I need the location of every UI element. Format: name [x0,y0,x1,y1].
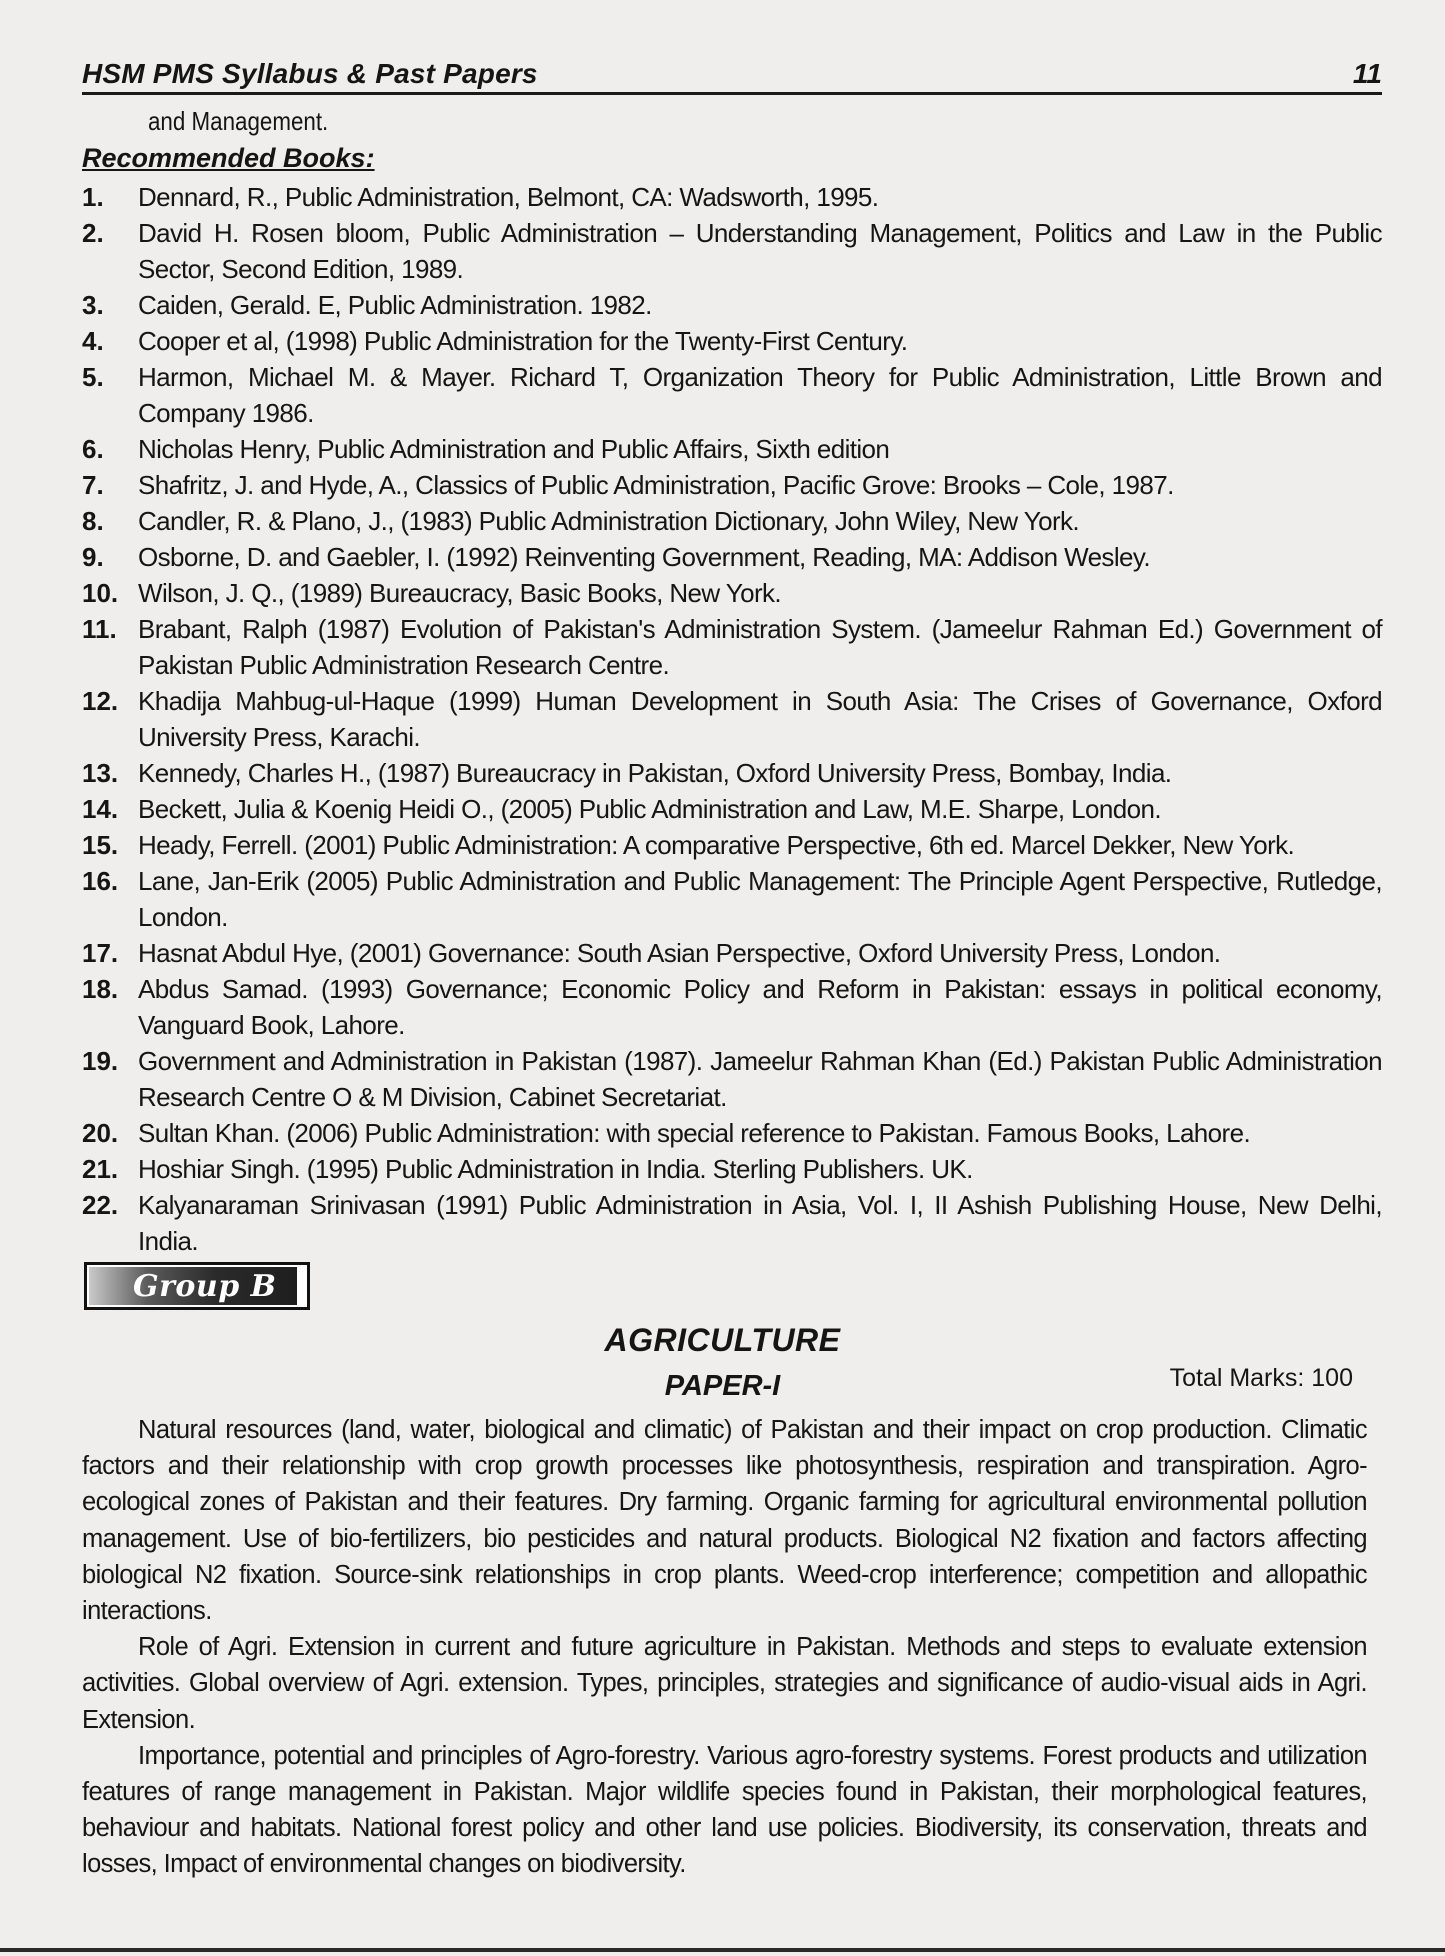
bottom-rule [0,1948,1445,1952]
book-item [82,323,1382,359]
subject-title: AGRICULTURE [604,1322,841,1358]
book-item [82,1151,1382,1187]
total-marks: Total Marks: 100 [1169,1364,1353,1392]
book-item [82,539,1382,575]
book-item [82,359,1382,431]
book-number: 21. [82,1154,119,1184]
book-number: 2. [82,218,104,248]
book-citation: Brabant, Ralph (1987) Evolution of Pakistan's Administration System. (Jameelur Rahman Ed.) Government of Pakistan Public Administration Research Centre. [138,614,1382,680]
recommended-books-list [82,179,1382,1259]
book-citation: Hasnat Abdul Hye, (2001) Governance: South Asian Perspective, Oxford University Press, London. [138,938,1221,968]
book-number: 10. [82,578,119,608]
book-citation: Osborne, D. and Gaebler, I. (1992) Reinventing Government, Reading, MA: Addison Wesley. [138,542,1150,572]
book-number: 16. [82,866,119,896]
group-label: Group B [133,1269,277,1304]
book-citation: David H. Rosen bloom, Public Administration – Understanding Management, Politics and Law in the Public Sector, Second Edition, 1989. [138,218,1382,284]
syllabus-body [82,1412,1367,1883]
book-number: 1. [82,182,104,212]
book-item [82,575,1382,611]
book-citation: Kennedy, Charles H., (1987) Bureaucracy in Pakistan, Oxford University Press, Bombay, India. [138,758,1172,788]
book-citation: Beckett, Julia & Koenig Heidi O., (2005) Public Administration and Law, M.E. Sharpe, London. [138,794,1161,824]
book-item [82,683,1382,755]
book-item [82,611,1382,683]
book-number: 13. [82,758,119,788]
book-number: 22. [82,1190,119,1220]
book-citation: Wilson, J. Q., (1989) Bureaucracy, Basic Books, New York. [138,578,782,608]
book-citation: Sultan Khan. (2006) Public Administration: with special reference to Pakistan. Famous Books, Lahore. [138,1118,1251,1148]
book-number: 6. [82,434,104,464]
book-citation: Harmon, Michael M. & Mayer. Richard T, Organization Theory for Public Administration, Little Brown and Company 1986. [138,362,1382,428]
syllabus-paragraph: Role of Agri. Extension in current and future agriculture in Pakistan. Methods and steps to evaluate extension activities. Global overview of Agri. extension. Types, principles, strategies and significance of audio-visual aids in Agri. Extension. [82,1633,1367,1734]
book-number: 3. [82,290,104,320]
book-citation: Cooper et al, (1998) Public Administration for the Twenty-First Century. [138,326,908,356]
syllabus-paragraph: Natural resources (land, water, biological and climatic) of Pakistan and their impact on crop production. Climatic factors and their relationship with crop growth processes like photosynthesis, respiration and transpiration. Agro-ecological zones of Pakistan and their features. Dry farming. Organic farming for agricultural environmental pollution management. Use of bio-fertilizers, bio pesticides and natural products. Biological N2 fixation and factors affecting biological N2 fixation. Source-sink relationships in crop plants. Weed-crop interference; competition and allopathic interactions. [82,1416,1367,1626]
book-item [82,755,1382,791]
book-item [82,971,1382,1043]
header-title: HSM PMS Syllabus & Past Papers [82,58,538,89]
book-number: 5. [82,362,104,392]
book-number: 8. [82,506,104,536]
book-number: 17. [82,938,119,968]
book-number: 9. [82,542,104,572]
book-item [82,863,1382,935]
book-item [82,1187,1382,1259]
book-number: 19. [82,1046,119,1076]
page-header [82,52,1382,95]
book-item [82,215,1382,287]
book-item [82,1115,1382,1151]
book-item [82,503,1382,539]
book-citation: Abdus Samad. (1993) Governance; Economic Policy and Reform in Pakistan: essays in political economy, Vanguard Book, Lahore. [138,974,1382,1040]
book-citation: Lane, Jan-Erik (2005) Public Administration and Public Management: The Principle Agent Perspective, Rutledge, London. [138,866,1382,932]
book-number: 4. [82,326,104,356]
book-number: 18. [82,974,119,1004]
book-number: 12. [82,686,119,716]
book-number: 11. [82,614,117,644]
book-citation: Hoshiar Singh. (1995) Public Administration in India. Sterling Publishers. UK. [138,1154,973,1184]
book-citation: Kalyanaraman Srinivasan (1991) Public Administration in Asia, Vol. I, II Ashish Publishing House, New Delhi, India. [138,1190,1382,1256]
book-item [82,791,1382,827]
continuation-line: and Management. [148,106,329,136]
book-citation: Caiden, Gerald. E, Public Administration. 1982. [138,290,652,320]
book-citation: Khadija Mahbug-ul-Haque (1999) Human Development in South Asia: The Crises of Governance, Oxford University Press, Karachi. [138,686,1382,752]
book-citation: Dennard, R., Public Administration, Belmont, CA: Wadsworth, 1995. [138,182,879,212]
syllabus-paragraph: Importance, potential and principles of Agro-forestry. Various agro-forestry systems. Forest products and utilization features of range management in Pakistan. Major wildlife species found in Pakistan, their morphological features, behaviour and habitats. National forest policy and other land use policies. Biodiversity, its conservation, threats and losses, Impact of environmental changes on biodiversity. [82,1741,1367,1879]
book-citation: Shafritz, J. and Hyde, A., Classics of Public Administration, Pacific Grove: Brooks – Cole, 1987. [138,470,1174,500]
book-item [82,431,1382,467]
book-citation: Nicholas Henry, Public Administration and Public Affairs, Sixth edition [138,434,890,464]
paper-title: PAPER-I [664,1370,781,1402]
book-number: 14. [82,794,119,824]
page-number: 11 [1352,58,1382,89]
book-citation: Government and Administration in Pakistan (1987). Jameelur Rahman Khan (Ed.) Pakistan Public Administration Research Centre O & M Division, Cabinet Secretariat. [138,1046,1382,1112]
book-item [82,179,1382,215]
group-banner [84,1262,310,1310]
book-item [82,467,1382,503]
book-citation: Candler, R. & Plano, J., (1983) Public Administration Dictionary, John Wiley, New York. [138,506,1080,536]
book-item [82,935,1382,971]
book-number: 7. [82,470,104,500]
recommended-books-heading: Recommended Books: [82,143,375,173]
book-item [82,827,1382,863]
book-citation: Heady, Ferrell. (2001) Public Administration: A comparative Perspective, 6th ed. Marcel Dekker, New York. [138,830,1295,860]
book-number: 15. [82,830,119,860]
book-number: 20. [82,1118,119,1148]
book-item [82,287,1382,323]
book-item [82,1043,1382,1115]
